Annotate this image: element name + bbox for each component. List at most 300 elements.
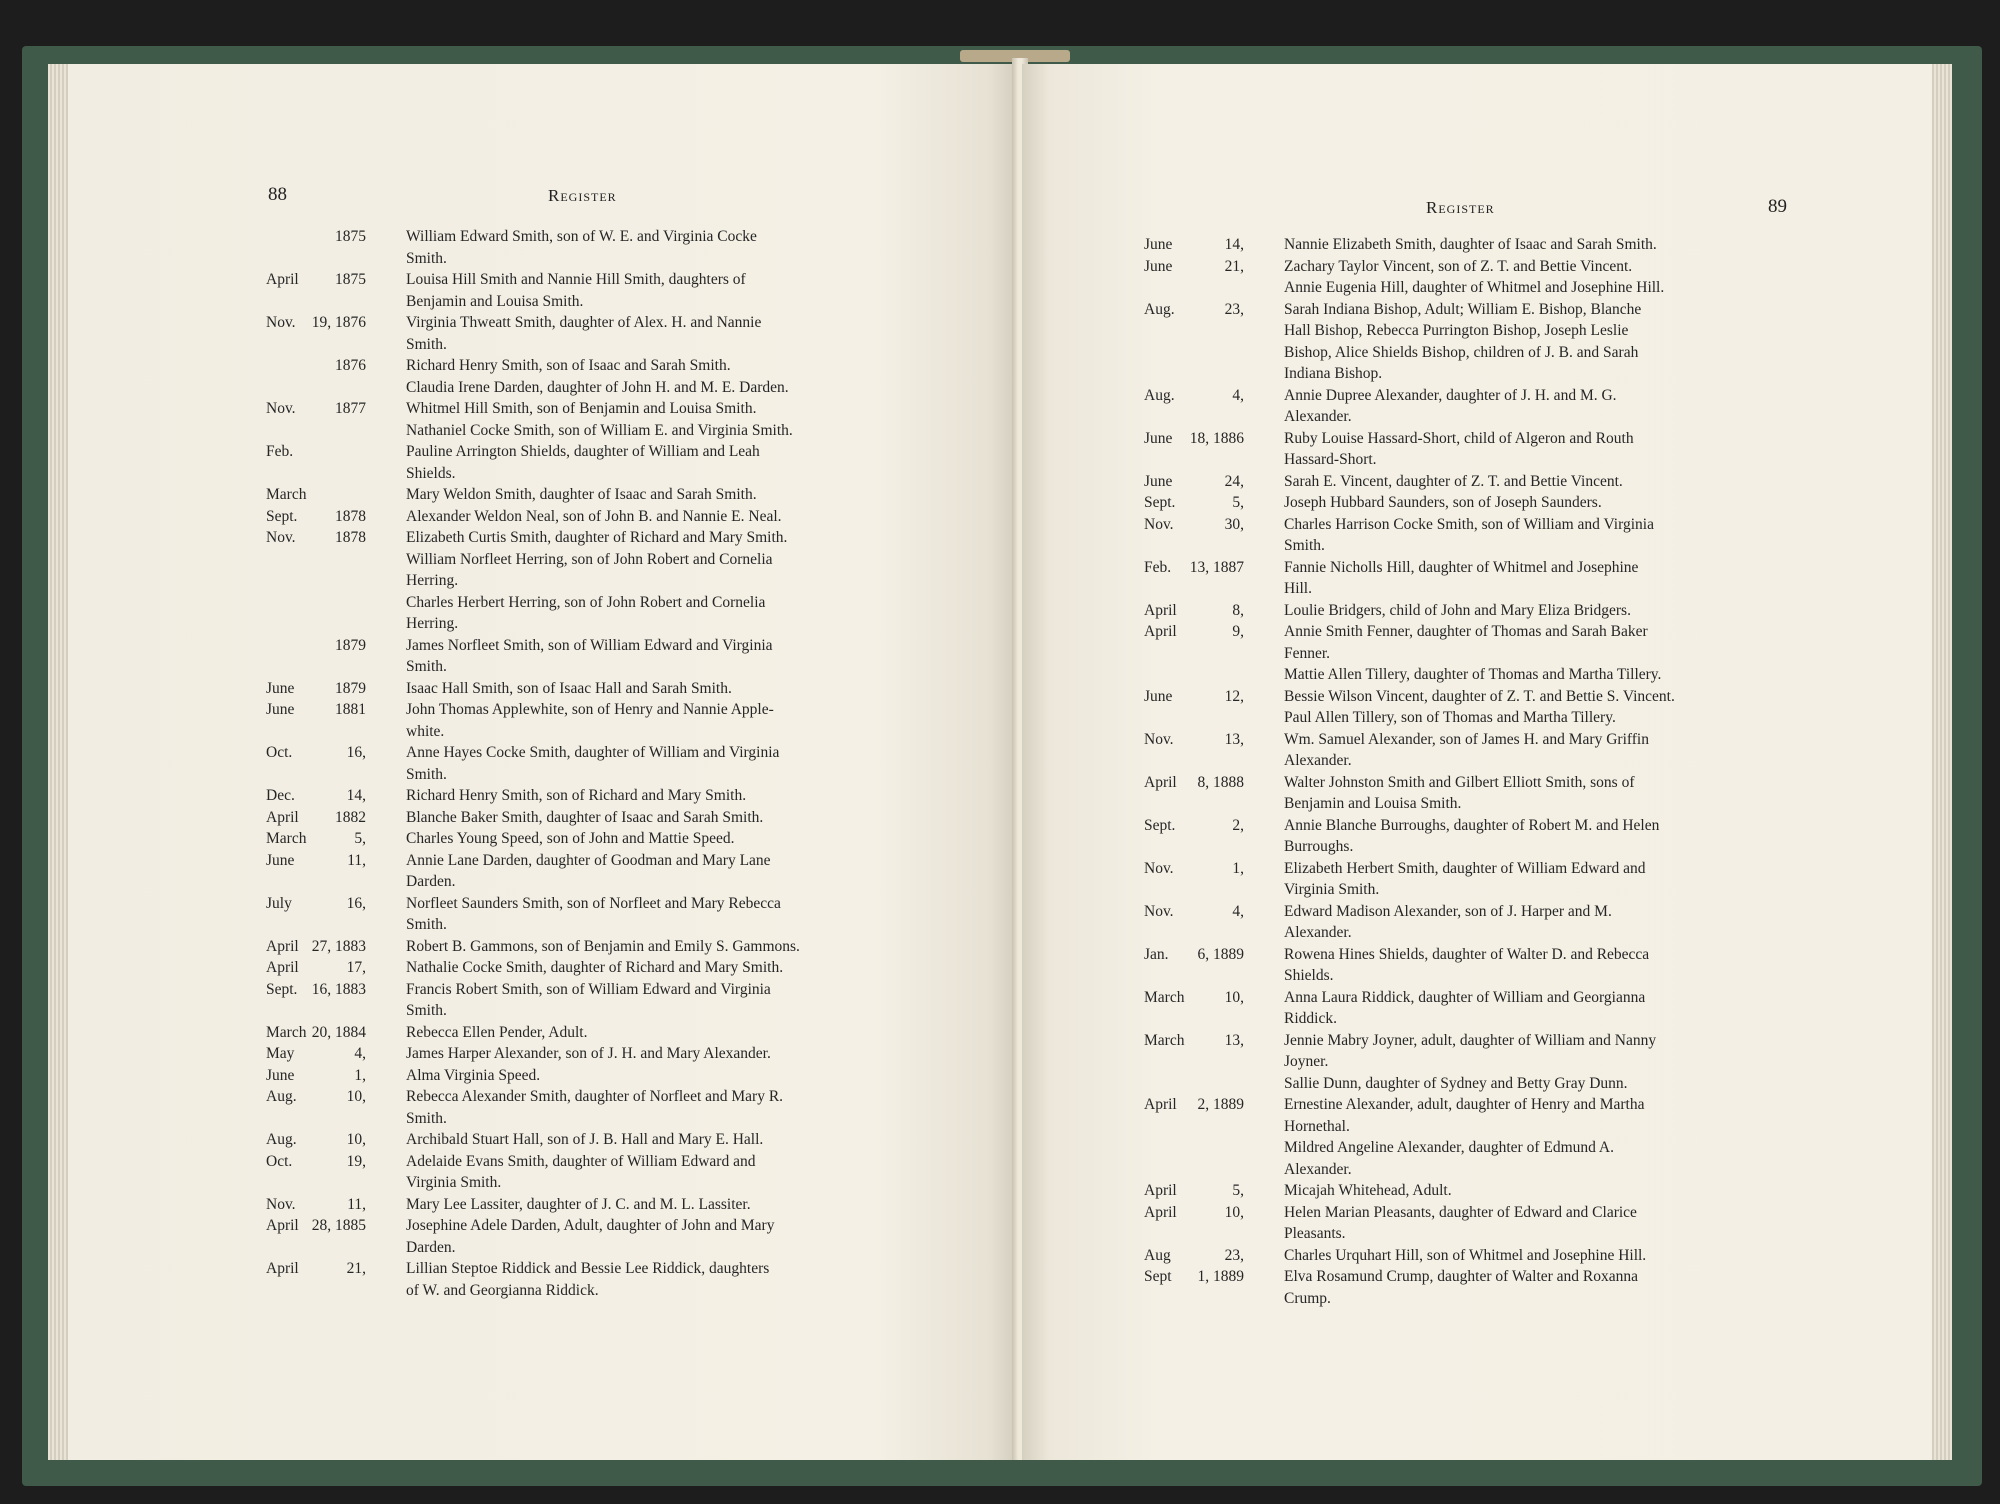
entry-month: April (1144, 773, 1177, 791)
register-entry (266, 699, 916, 742)
entry-month: Nov. (266, 529, 296, 546)
entry-month: June (1144, 472, 1173, 490)
entry-date: 17, (346, 959, 366, 976)
entry-text (1284, 428, 1812, 471)
entry-month: April (1144, 601, 1177, 619)
entry-text (1284, 664, 1812, 686)
register-entry (1144, 664, 1812, 686)
entry-date: 23, (1224, 1246, 1244, 1264)
running-head: Register (1426, 198, 1495, 217)
entry-text-line: James Harper Alexander, son of J. H. and Mary Alexander. (406, 1045, 771, 1062)
entry-text (406, 420, 916, 442)
entry-text-line: Elizabeth Curtis Smith, daughter of Richard and Mary Smith. (406, 529, 788, 546)
entry-text-line: Nathalie Cocke Smith, daughter of Richard and Mary Smith. (406, 959, 784, 976)
entry-text (1284, 987, 1812, 1030)
entry-text-line: Ernestine Alexander, adult, daughter of Henry and Martha (1284, 1096, 1645, 1113)
entry-text-line: Claudia Irene Darden, daughter of John H. and M. E. Darden. (406, 378, 789, 396)
entry-month: Aug. (266, 1131, 297, 1148)
entry-text (1284, 1202, 1812, 1245)
entry-text-line: Charles Urquhart Hill, son of Whitmel and Josephine Hill. (1284, 1246, 1647, 1264)
entry-text-line: Alexander. (1284, 408, 1352, 425)
entry-text-line: Zachary Taylor Vincent, son of Z. T. and Bettie Vincent. (1284, 257, 1633, 275)
entry-date: 10, (1224, 1203, 1244, 1221)
entry-text-line: Alma Virginia Speed. (406, 1066, 541, 1084)
entry-text-line: Elizabeth Herbert Smith, daughter of William Edward and (1284, 859, 1646, 877)
register-entry (1144, 277, 1812, 299)
entry-text-line: Pleasants. (1284, 1225, 1346, 1242)
entry-text-line: Isaac Hall Smith, son of Isaac Hall and Sarah Smith. (406, 679, 732, 697)
register-entry (266, 1151, 916, 1194)
entry-month: May (266, 1045, 295, 1062)
register-entry (266, 1129, 916, 1151)
entry-text (406, 592, 916, 635)
register-entry (266, 785, 916, 807)
entry-text-line: Burroughs. (1284, 838, 1354, 855)
entry-text (406, 850, 916, 893)
entry-text-line: Charles Young Speed, son of John and Mattie Speed. (406, 830, 735, 847)
entry-month: June (266, 851, 295, 869)
register-entry (266, 269, 916, 312)
entry-date: 1875 (335, 228, 366, 245)
entry-text-line: Shields. (406, 464, 456, 482)
entry-text (406, 1043, 916, 1065)
entry-date: 23, (1224, 300, 1244, 318)
register-entry (266, 678, 916, 700)
entry-text-line: Nathaniel Cocke Smith, son of William E. and Virginia Smith. (406, 421, 793, 439)
register-entry (266, 355, 916, 377)
entry-text-line: Smith. (406, 916, 447, 933)
entry-text-line: Smith. (406, 1109, 447, 1127)
entry-text (406, 226, 916, 269)
entry-date: 1877 (335, 400, 366, 417)
entry-month: Nov. (266, 1195, 296, 1213)
entry-text (1284, 492, 1812, 514)
entry-text-line: Francis Robert Smith, son of William Edward and Virginia (406, 980, 771, 998)
register-entry (266, 226, 916, 269)
entry-text-line: Bessie Wilson Vincent, daughter of Z. T. and Bettie S. Vincent. (1284, 687, 1675, 705)
entry-date: 4, (354, 1045, 366, 1062)
entry-text-line: Smith. (406, 335, 447, 353)
entry-text (406, 312, 916, 355)
entry-text-line: Sallie Dunn, daughter of Sydney and Betty Gray Dunn. (1284, 1074, 1628, 1092)
entry-date: 6, 1889 (1197, 945, 1244, 963)
register-entry (1144, 901, 1812, 944)
register-entry (266, 635, 916, 678)
entry-month: June (1144, 236, 1173, 253)
entry-month: Nov. (1144, 730, 1174, 748)
entry-text-line: Alexander. (1284, 752, 1352, 769)
entry-text-line: Indiana Bishop. (1284, 365, 1383, 382)
entry-date: 16, (346, 744, 366, 761)
entry-month: April (266, 808, 299, 826)
entry-month: March (266, 486, 307, 503)
entry-text-line: Blanche Baker Smith, daughter of Isaac and Sarah Smith. (406, 808, 764, 826)
entry-text-line: Josephine Adele Darden, Adult, daughter of John and Mary (406, 1217, 775, 1234)
entry-month: Dec. (266, 787, 295, 804)
entry-text (1284, 815, 1812, 858)
entry-text (1284, 299, 1812, 385)
entry-month: Sept. (266, 980, 298, 998)
register-entry (266, 1258, 916, 1301)
entry-date: 1882 (335, 808, 366, 826)
entry-text (406, 785, 916, 807)
entry-date: 1881 (335, 701, 366, 718)
entry-text (1284, 471, 1812, 493)
entry-text (1284, 944, 1812, 987)
entry-text-line: Darden. (406, 873, 456, 890)
entry-text-line: Charles Herbert Herring, son of John Robert and Cornelia (406, 593, 766, 611)
entry-text-line: Annie Blanche Burroughs, daughter of Robert M. and Helen (1284, 816, 1660, 834)
entry-text-line: Wm. Samuel Alexander, son of James H. and Mary Griffin (1284, 730, 1649, 748)
entry-text-line: Rebecca Ellen Pender, Adult. (406, 1023, 588, 1041)
entry-text-line: Richard Henry Smith, son of Richard and Mary Smith. (406, 787, 747, 804)
entry-text-line: Elva Rosamund Crump, daughter of Walter and Roxanna (1284, 1268, 1639, 1285)
register-entry (1144, 987, 1812, 1030)
register-entry (1144, 1245, 1812, 1267)
entry-text-line: Virginia Smith. (1284, 881, 1380, 898)
entry-text-line: William Edward Smith, son of W. E. and Virginia Cocke (406, 228, 757, 245)
entry-text (406, 1086, 916, 1129)
entry-text (1284, 772, 1812, 815)
entry-month: Feb. (1144, 558, 1172, 576)
entry-text (406, 742, 916, 785)
entry-text-line: Mildred Angeline Alexander, daughter of Edmund A. (1284, 1139, 1614, 1156)
entry-text-line: Anna Laura Riddick, daughter of William and Georgianna (1284, 988, 1646, 1006)
entry-date: 28, 1885 (311, 1217, 366, 1234)
entry-text (406, 828, 916, 850)
entry-text-line: Nannie Elizabeth Smith, daughter of Isaac and Sarah Smith. (1284, 236, 1657, 253)
entry-date: 19, 1876 (311, 314, 366, 331)
entry-date: 13, (1224, 730, 1244, 748)
entry-text (406, 1065, 916, 1087)
entry-text (406, 1151, 916, 1194)
entry-text-line: Mary Lee Lassiter, daughter of J. C. and M. L. Lassiter. (406, 1195, 751, 1213)
entry-month: April (266, 1217, 299, 1234)
entry-text-line: William Norfleet Herring, son of John Robert and Cornelia (406, 550, 773, 568)
entry-text (406, 635, 916, 678)
entry-month: Sept. (266, 507, 298, 525)
entry-text-line: Annie Smith Fenner, daughter of Thomas and Sarah Baker (1284, 623, 1648, 640)
register-entry (1144, 729, 1812, 772)
register-entry (1144, 428, 1812, 471)
register-entry (266, 441, 916, 484)
entry-text-line: Adelaide Evans Smith, daughter of William Edward and (406, 1152, 756, 1170)
entry-date: 9, (1232, 623, 1244, 640)
entry-text-line: Micajah Whitehead, Adult. (1284, 1182, 1452, 1199)
entry-text-line: James Norfleet Smith, son of William Edward and Virginia (406, 636, 773, 654)
page-number: 89 (1768, 196, 1787, 217)
entry-text (1284, 901, 1812, 944)
entry-text-line: Lillian Steptoe Riddick and Bessie Lee Riddick, daughters (406, 1260, 770, 1277)
entry-month: April (266, 959, 299, 976)
entry-text-line: Benjamin and Louisa Smith. (406, 292, 584, 310)
register-entry (1144, 1137, 1812, 1180)
entry-month: Aug (1144, 1246, 1171, 1264)
entry-month: Jan. (1144, 945, 1169, 963)
entry-text (1284, 1094, 1812, 1137)
entry-text-line: Archibald Stuart Hall, son of J. B. Hall and Mary E. Hall. (406, 1131, 764, 1148)
entry-date: 19, (346, 1152, 366, 1170)
entry-date: 16, (346, 894, 366, 912)
entry-date: 12, (1224, 687, 1244, 705)
entry-date: 1878 (335, 507, 366, 525)
entry-text-line: Shields. (1284, 967, 1334, 984)
entry-text-line: Charles Harrison Cocke Smith, son of William and Virginia (1284, 515, 1654, 533)
entry-text-line: Smith. (406, 658, 447, 675)
register-entry (1144, 858, 1812, 901)
entry-month: March (266, 830, 307, 847)
entry-date: 2, 1889 (1197, 1096, 1244, 1113)
register-entry (1144, 471, 1812, 493)
entry-month: Sept. (1144, 494, 1176, 511)
register-entry (266, 527, 916, 549)
entry-text-line: Alexander Weldon Neal, son of John B. and Nannie E. Neal. (406, 507, 782, 525)
register-entry (266, 549, 916, 592)
entry-month: Nov. (266, 400, 296, 417)
entry-date: 8, 1888 (1197, 773, 1244, 791)
register-entry (266, 484, 916, 506)
entry-date: 14, (1224, 236, 1244, 253)
entry-month: Aug. (1144, 300, 1175, 318)
register-entry (1144, 686, 1812, 708)
entry-text (1284, 621, 1812, 664)
entry-date: 11, (347, 1195, 366, 1213)
register-entry (1144, 1094, 1812, 1137)
entry-text-line: Smith. (1284, 537, 1325, 554)
entry-text-line: Hornethal. (1284, 1117, 1350, 1135)
entry-text-line: Norfleet Saunders Smith, son of Norfleet and Mary Rebecca (406, 894, 781, 912)
entry-text-line: Sarah Indiana Bishop, Adult; William E. Bishop, Blanche (1284, 300, 1642, 318)
left-page-edges (48, 64, 70, 1460)
entry-text-line: Louisa Hill Smith and Nannie Hill Smith, daughters of (406, 271, 746, 288)
register-entry (1144, 621, 1812, 664)
entry-month: April (266, 937, 299, 955)
entry-text (406, 807, 916, 829)
entry-text (1284, 234, 1812, 256)
entry-text-line: Anne Hayes Cocke Smith, daughter of William and Virginia (406, 744, 780, 761)
entry-date: 1876 (335, 357, 366, 374)
register-entry (1144, 1180, 1812, 1202)
entry-date: 5, (354, 830, 366, 847)
entry-text-line: Herring. (406, 615, 459, 632)
register-entry (266, 807, 916, 829)
entry-text-line: Walter Johnston Smith and Gilbert Elliott Smith, sons of (1284, 773, 1635, 791)
entry-month: June (1144, 429, 1173, 447)
register-entry (1144, 815, 1812, 858)
entry-date: 1878 (335, 529, 366, 546)
entry-date: 21, (1224, 257, 1244, 275)
register-entry (266, 377, 916, 399)
entry-text (1284, 256, 1812, 278)
entry-month: April (1144, 1203, 1177, 1221)
entry-text-line: Herring. (406, 572, 459, 589)
entry-text (406, 936, 916, 958)
entry-date: 30, (1224, 515, 1244, 533)
entry-month: March (1144, 988, 1185, 1006)
entry-text (406, 269, 916, 312)
entry-month: Feb. (266, 443, 294, 460)
entry-text (406, 1022, 916, 1044)
entry-text-line: Jennie Mabry Joyner, adult, daughter of William and Nanny (1284, 1031, 1657, 1049)
entry-date: 10, (1224, 988, 1244, 1006)
entry-date: 16, 1883 (311, 980, 366, 998)
register-entry (1144, 1073, 1812, 1095)
entry-month: April (266, 271, 299, 288)
entry-text (406, 893, 916, 936)
entry-date: 24, (1224, 472, 1244, 490)
register-entry (266, 742, 916, 785)
register-entry (266, 592, 916, 635)
entry-text (406, 678, 916, 700)
register-entry (266, 936, 916, 958)
register-entry (1144, 772, 1812, 815)
entry-date: 5, (1232, 1182, 1244, 1199)
entry-text-line: Annie Lane Darden, daughter of Goodman and Mary Lane (406, 851, 771, 869)
entry-text-line: Mary Weldon Smith, daughter of Isaac and Sarah Smith. (406, 486, 757, 503)
register-entry (266, 1086, 916, 1129)
entry-text-line: Edward Madison Alexander, son of J. Harper and M. (1284, 902, 1612, 920)
entry-text (1284, 707, 1812, 729)
entry-text-line: Joseph Hubbard Saunders, son of Joseph Saunders. (1284, 494, 1602, 511)
entry-month: April (1144, 1096, 1177, 1113)
register-entry (1144, 1030, 1812, 1073)
entry-month: June (266, 679, 295, 697)
running-head: Register (548, 186, 617, 205)
register-entry (266, 312, 916, 355)
register-entry (1144, 385, 1812, 428)
entry-text (1284, 1266, 1812, 1309)
entry-month: Sept. (1144, 816, 1176, 834)
register-entry (266, 979, 916, 1022)
entry-text-line: Pauline Arrington Shields, daughter of William and Leah (406, 443, 760, 460)
entry-text-line: Rebecca Alexander Smith, daughter of Norfleet and Mary R. (406, 1088, 784, 1105)
entry-month: Oct. (266, 1152, 293, 1170)
entry-text-line: of W. and Georgianna Riddick. (406, 1281, 599, 1299)
entry-date: 14, (346, 787, 366, 804)
entry-text (406, 355, 916, 377)
entry-text (406, 1194, 916, 1216)
entry-text (1284, 1030, 1812, 1073)
entry-month: Aug. (1144, 386, 1175, 404)
entry-date: 13, (1224, 1031, 1244, 1049)
entry-text (1284, 1137, 1812, 1180)
entry-month: March (266, 1023, 307, 1041)
entry-text-line: Bishop, Alice Shields Bishop, children of J. B. and Sarah (1284, 343, 1639, 361)
entry-text-line: Alexander. (1284, 924, 1352, 941)
entry-text (406, 398, 916, 420)
entry-date: 11, (347, 851, 366, 869)
right-page (1022, 64, 1932, 1460)
register-entry (1144, 234, 1812, 256)
entry-date: 10, (346, 1131, 366, 1148)
entry-text-line: white. (406, 722, 445, 740)
entry-text-line: Mattie Allen Tillery, daughter of Thomas and Martha Tillery. (1284, 666, 1662, 683)
register-entry (266, 850, 916, 893)
register-entry (266, 893, 916, 936)
register-entry (1144, 299, 1812, 385)
entry-text (406, 506, 916, 528)
entry-date: 1875 (335, 271, 366, 288)
entry-date: 10, (346, 1088, 366, 1105)
register-entry (266, 506, 916, 528)
register-entry (1144, 1266, 1812, 1309)
entry-month: Sept (1144, 1268, 1172, 1285)
entry-text (1284, 1073, 1812, 1095)
entry-date: 1879 (335, 679, 366, 697)
entry-text-line: Riddick. (1284, 1010, 1337, 1027)
entry-text-line: Robert B. Gammons, son of Benjamin and Emily S. Gammons. (406, 937, 800, 955)
entry-text (406, 979, 916, 1022)
entry-text (406, 377, 916, 399)
entry-text (406, 527, 916, 549)
entry-month: March (1144, 1031, 1185, 1049)
entry-text-line: Whitmel Hill Smith, son of Benjamin and Louisa Smith. (406, 400, 757, 417)
entry-text-line: Paul Allen Tillery, son of Thomas and Martha Tillery. (1284, 709, 1616, 726)
entry-text (1284, 686, 1812, 708)
register-entry (1144, 492, 1812, 514)
register-entry (266, 828, 916, 850)
register-entries (1144, 234, 1812, 1309)
entry-text-line: Richard Henry Smith, son of Isaac and Sarah Smith. (406, 357, 731, 374)
entry-month: June (266, 701, 295, 718)
entry-text-line: Virginia Thweatt Smith, daughter of Alex. H. and Nannie (406, 314, 762, 331)
entry-date: 5, (1232, 494, 1244, 511)
entry-text-line: Loulie Bridgers, child of John and Mary Eliza Bridgers. (1284, 601, 1631, 619)
entry-date: 4, (1232, 902, 1244, 920)
register-entry (266, 420, 916, 442)
entry-text-line: Alexander. (1284, 1160, 1352, 1178)
entry-date: 1, (1232, 859, 1244, 877)
register-entry (1144, 944, 1812, 987)
left-page (68, 64, 1018, 1460)
entry-date: 4, (1232, 386, 1244, 404)
entry-text (406, 699, 916, 742)
entry-month: April (1144, 1182, 1177, 1199)
entry-month: April (1144, 623, 1177, 640)
register-entry (1144, 557, 1812, 600)
entry-month: Oct. (266, 744, 293, 761)
entry-text (406, 957, 916, 979)
entry-date: 20, 1884 (311, 1023, 366, 1041)
entry-text-line: Annie Eugenia Hill, daughter of Whitmel and Josephine Hill. (1284, 279, 1665, 296)
entry-text-line: Annie Dupree Alexander, daughter of J. H. and M. G. (1284, 386, 1617, 404)
register-entry (266, 1065, 916, 1087)
entry-text-line: Helen Marian Pleasants, daughter of Edward and Clarice (1284, 1203, 1637, 1221)
entry-text (406, 549, 916, 592)
register-entry (266, 1194, 916, 1216)
entry-text-line: Smith. (406, 249, 447, 267)
register-entry (1144, 1202, 1812, 1245)
entry-date: 1, (354, 1066, 366, 1084)
register-entries (266, 226, 916, 1301)
register-entry (266, 398, 916, 420)
entry-text-line: Hassard-Short. (1284, 451, 1377, 468)
entry-date: 2, (1232, 816, 1244, 834)
register-entry (1144, 514, 1812, 557)
register-entry (266, 1022, 916, 1044)
entry-text-line: Joyner. (1284, 1053, 1329, 1070)
entry-date: 1879 (335, 636, 366, 654)
entry-text (1284, 858, 1812, 901)
entry-text-line: Fannie Nicholls Hill, daughter of Whitmel and Josephine (1284, 558, 1639, 576)
entry-text (1284, 277, 1812, 299)
entry-date: 21, (346, 1260, 366, 1277)
register-entry (1144, 256, 1812, 278)
entry-text-line: Rowena Hines Shields, daughter of Walter D. and Rebecca (1284, 945, 1650, 963)
entry-text-line: Darden. (406, 1238, 456, 1256)
register-entry (1144, 707, 1812, 729)
entry-text (406, 1129, 916, 1151)
